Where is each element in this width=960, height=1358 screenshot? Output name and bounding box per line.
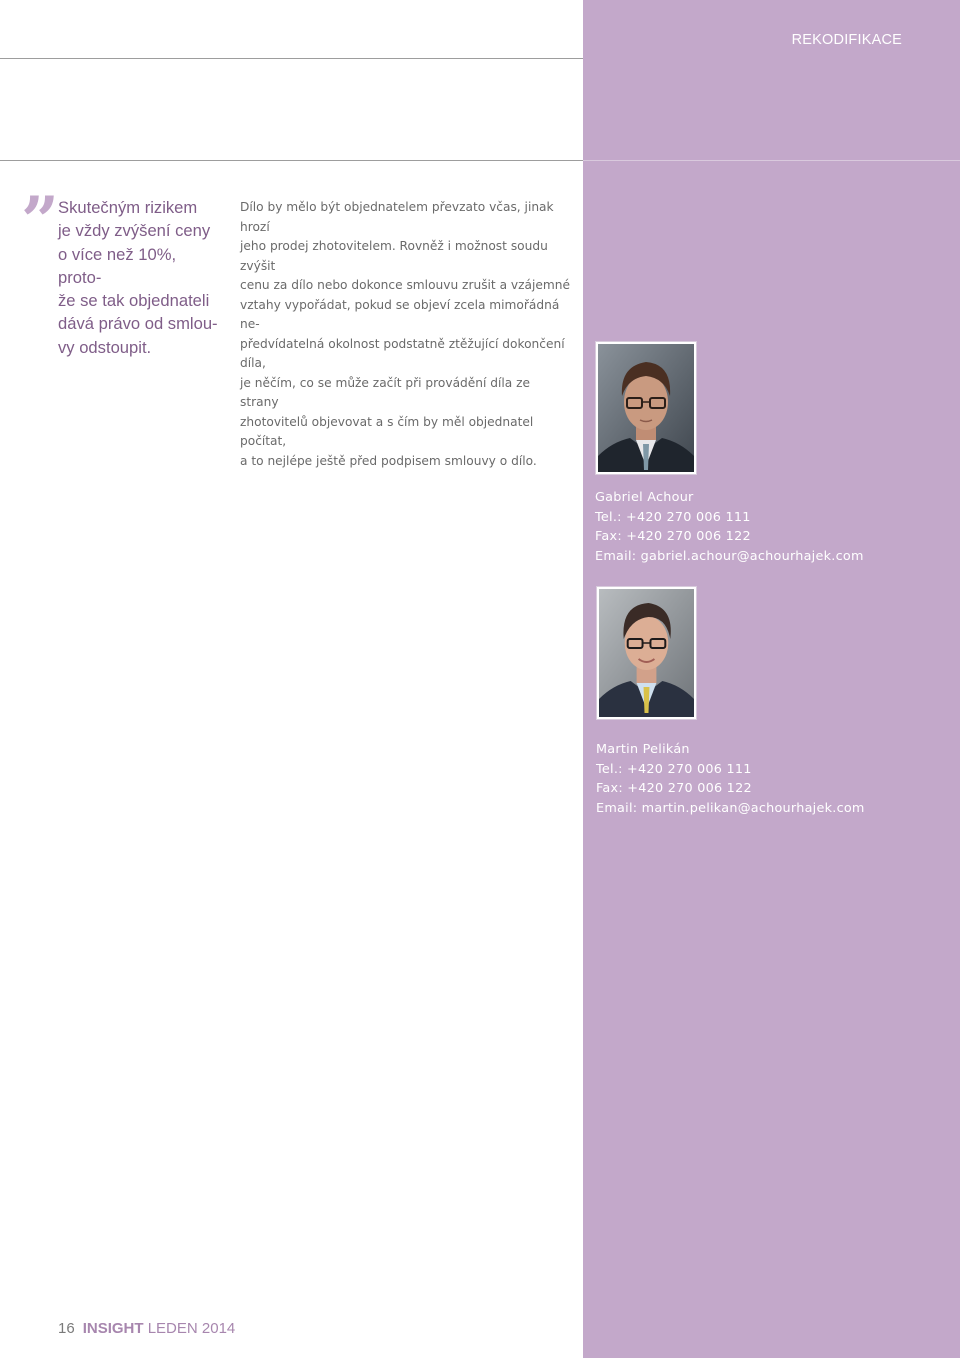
body-line: Dílo by mělo být objednatelem převzato včas, jinak hrozí [240, 200, 554, 234]
contact-fax: Fax: +420 270 006 122 [596, 781, 752, 796]
pull-quote-line: že se tak objednateli [58, 291, 210, 311]
top-divider [0, 58, 583, 59]
pull-quote-line: dává právo od smlou- [58, 314, 218, 334]
section-label: REKODIFIKACE [791, 32, 902, 48]
contact-email[interactable]: Email: martin.pelikan@achourhajek.com [596, 800, 865, 816]
pull-quote-line: Skutečným rizikem [58, 198, 198, 217]
magazine-name: INSIGHT [82, 1320, 144, 1337]
body-line: vztahy vypořádat, pokud se objeví zcela mimořádná ne- [240, 297, 560, 331]
contact-card-gabriel-achour [595, 488, 864, 566]
body-line: je něčím, co se může začít při provádění díla ze strany [240, 375, 531, 409]
pull-quote-line: o více než 10%, proto- [58, 244, 177, 287]
contact-fax: Fax: +420 270 006 122 [595, 529, 751, 544]
person-photo-icon [599, 589, 694, 717]
person-photo-icon [598, 344, 694, 472]
body-line: zhotovitelů objevovat a s čím by měl objednatel počítat, [240, 414, 534, 448]
body-line: a to nejlépe ještě před podpisem smlouvy o dílo. [240, 453, 537, 468]
contact-tel: Tel.: +420 270 006 111 [596, 761, 752, 777]
pull-quote-line: vy odstoupit. [58, 337, 152, 357]
sidebar-divider [583, 160, 960, 161]
contact-name: Gabriel Achour [595, 490, 694, 505]
contact-tel: Tel.: +420 270 006 111 [595, 509, 751, 525]
issue-date: LEDEN 2014 [147, 1320, 236, 1337]
page-footer [58, 1320, 235, 1337]
page-number: 16 [58, 1320, 75, 1337]
pull-quote-line: je vždy zvýšení ceny [58, 221, 211, 241]
portrait-photo-martin-pelikan [596, 586, 697, 720]
contact-card-martin-pelikan [596, 740, 865, 818]
portrait-photo-gabriel-achour [595, 341, 697, 475]
pull-quote [58, 196, 223, 359]
body-line: cenu za dílo nebo dokonce smlouvu zrušit a vzájemné [240, 278, 570, 292]
quote-mark-icon: ” [21, 182, 49, 260]
body-line: předvídatelná okolnost podstatně ztěžující dokončení díla, [240, 336, 565, 370]
content-divider [0, 160, 583, 161]
body-line: jeho prodej zhotovitelem. Rovněž i možnost soudu zvýšit [240, 239, 548, 273]
contact-name: Martin Pelikán [596, 742, 690, 757]
contact-email[interactable]: Email: gabriel.achour@achourhajek.com [595, 548, 864, 564]
article-body [240, 198, 570, 471]
